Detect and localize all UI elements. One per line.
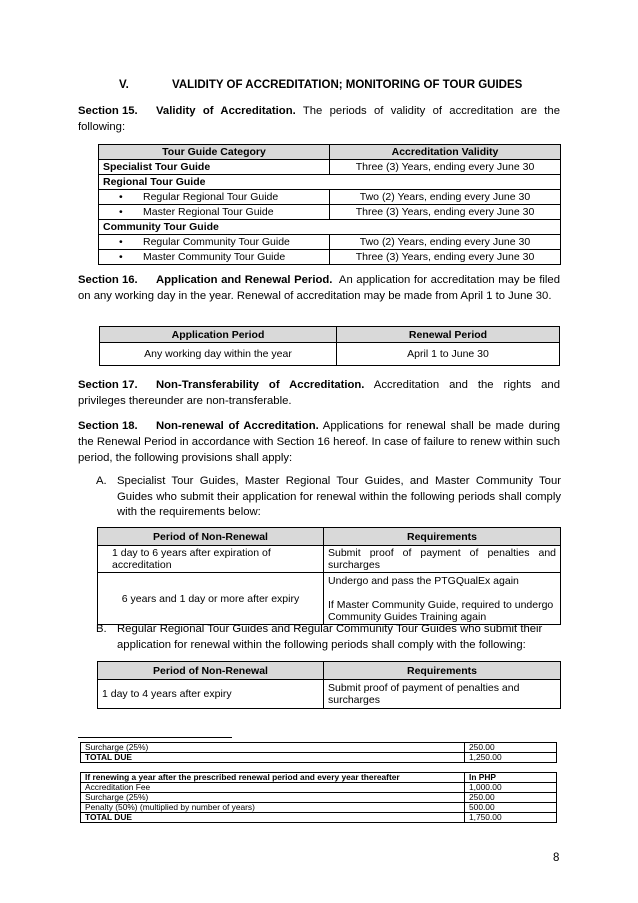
nonrenewal-a-requirement-cell	[324, 573, 561, 625]
period-header-application: Application Period	[100, 327, 337, 343]
footnote-item: TOTAL DUE	[81, 813, 465, 823]
section-17-title: Non-Transferability of Accreditation.	[156, 379, 365, 391]
nonrenewal-b-requirement: Submit proof of payment of penalties and surcharges	[324, 680, 561, 709]
list-item-a-label: A.	[96, 475, 107, 487]
section-15-text: The periods of validity of accreditation are the following:	[78, 105, 560, 133]
table-row	[99, 220, 561, 235]
footnote-item: Surcharge (25%)	[81, 793, 465, 803]
application-period-value: Any working day within the year	[100, 343, 337, 366]
footnote-table-2	[80, 772, 557, 823]
footnote-item: Accreditation Fee	[81, 783, 465, 793]
section-18-title: Non-renewal of Accreditation.	[156, 420, 319, 432]
section-17-label: Section 17.	[78, 379, 138, 391]
footnote-header: If renewing a year after the prescribed renewal period and every year thereafter	[81, 773, 465, 783]
table-row	[81, 743, 557, 753]
footnote-amount: 250.00	[465, 743, 557, 753]
list-item-b-text: Regular Regional Tour Guides and Regular Community Tour Guides who submit their application for renewal within the following periods shall comply with the following:	[117, 623, 543, 651]
nonrenewal-a-period: 1 day to 6 years after expiration of accreditation	[98, 546, 324, 573]
nonrenewal-a-requirement: Submit proof of payment of penalties and surcharges	[324, 546, 561, 573]
validity-header-category: Tour Guide Category	[99, 145, 330, 160]
validity-value: Two (2) Years, ending every June 30	[330, 235, 561, 250]
section-17-text: Accreditation and the rights and privileges thereunder are non-transferable.	[78, 379, 560, 407]
table-row	[98, 546, 561, 573]
validity-table	[98, 144, 561, 265]
validity-group-label: Regional Tour Guide	[99, 175, 561, 190]
validity-category: • Regular Regional Tour Guide	[99, 190, 330, 205]
list-item-b	[78, 622, 561, 653]
section-15-title: Validity of Accreditation.	[156, 105, 296, 117]
table-row	[81, 773, 557, 783]
nonrenewal-table-a	[97, 527, 561, 625]
footnote-header-currency: In PHP	[465, 773, 557, 783]
table-row	[81, 813, 557, 823]
validity-category: Specialist Tour Guide	[99, 160, 330, 175]
table-row	[98, 680, 561, 709]
validity-value: Three (3) Years, ending every June 30	[330, 250, 561, 265]
table-row	[99, 175, 561, 190]
footnote-table-1	[80, 742, 557, 763]
table-row	[99, 235, 561, 250]
section-heading	[119, 79, 522, 91]
nonrenewal-b-header-period: Period of Non-Renewal	[98, 662, 324, 680]
page-number: 8	[553, 852, 560, 864]
validity-category: • Master Community Tour Guide	[99, 250, 330, 265]
validity-header-validity: Accreditation Validity	[330, 145, 561, 160]
period-table	[99, 326, 560, 366]
nonrenewal-a-requirement: Undergo and pass the PTGQualEx again	[328, 575, 519, 587]
footnote-amount: 1,250.00	[465, 753, 557, 763]
footnote-item: TOTAL DUE	[81, 753, 465, 763]
section-15	[78, 103, 560, 135]
footnote-divider	[78, 737, 232, 738]
heading-number: V.	[119, 79, 129, 91]
renewal-period-value: April 1 to June 30	[337, 343, 560, 366]
section-16-title: Application and Renewal Period.	[156, 274, 333, 286]
nonrenewal-a-header-requirements: Requirements	[324, 528, 561, 546]
section-16-label: Section 16.	[78, 274, 138, 286]
validity-category: • Regular Community Tour Guide	[99, 235, 330, 250]
section-16-text: An application for accreditation may be filed on any working day in the year. Renewal of accreditation may be made from April 1 to June 30.	[78, 274, 560, 302]
validity-category: • Master Regional Tour Guide	[99, 205, 330, 220]
table-row	[81, 783, 557, 793]
table-row	[81, 793, 557, 803]
nonrenewal-a-header-period: Period of Non-Renewal	[98, 528, 324, 546]
list-item-a	[96, 474, 561, 521]
heading-title: VALIDITY OF ACCREDITATION; MONITORING OF TOUR GUIDES	[172, 79, 523, 91]
list-item-a-text: Specialist Tour Guides, Master Regional Tour Guides, and Master Community Tour Guides who submit their application for renewal within the following periods shall comply with the requirements below:	[117, 475, 561, 518]
section-18-label: Section 18.	[78, 420, 138, 432]
table-row	[99, 190, 561, 205]
nonrenewal-b-period: 1 day to 4 years after expiry	[98, 680, 324, 709]
section-16	[78, 272, 560, 304]
table-row	[99, 250, 561, 265]
list-item-b-label: B.	[96, 623, 107, 635]
footnote-amount: 250.00	[465, 793, 557, 803]
nonrenewal-a-period: 6 years and 1 day or more after expiry	[98, 573, 324, 625]
footnote-amount: 1,000.00	[465, 783, 557, 793]
footnote-item: Surcharge (25%)	[81, 743, 465, 753]
nonrenewal-a-requirement: If Master Community Guide, required to undergo Community Guides Training again	[328, 599, 554, 623]
period-header-renewal: Renewal Period	[337, 327, 560, 343]
section-17	[78, 377, 560, 409]
validity-group-label: Community Tour Guide	[99, 220, 561, 235]
validity-value: Three (3) Years, ending every June 30	[330, 205, 561, 220]
footnote-item: Penalty (50%) (multiplied by number of years)	[81, 803, 465, 813]
nonrenewal-b-header-requirements: Requirements	[324, 662, 561, 680]
table-row	[81, 803, 557, 813]
table-row	[99, 205, 561, 220]
section-18	[78, 418, 560, 466]
section-15-label: Section 15.	[78, 105, 138, 117]
table-row	[99, 160, 561, 175]
footnote-amount: 500.00	[465, 803, 557, 813]
validity-value: Three (3) Years, ending every June 30	[330, 160, 561, 175]
footnote-amount: 1,750.00	[465, 813, 557, 823]
table-row	[100, 343, 560, 366]
table-row	[98, 573, 561, 625]
section-18-text: Applications for renewal shall be made during the Renewal Period in accordance with Section 16 hereof. In case of failure to renew within such period, the following provisions shall apply:	[78, 420, 561, 464]
table-row	[81, 753, 557, 763]
validity-value: Two (2) Years, ending every June 30	[330, 190, 561, 205]
nonrenewal-table-b	[97, 661, 561, 709]
